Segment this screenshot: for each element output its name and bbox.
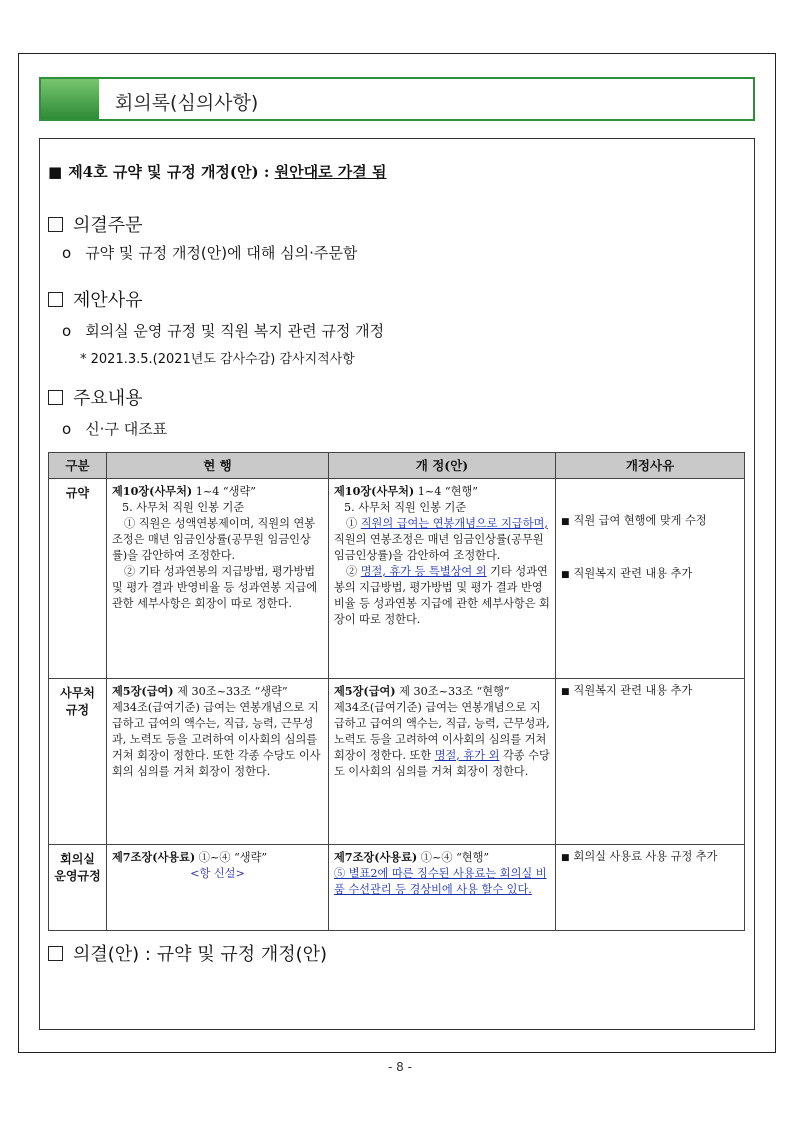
square-bullet-icon: ■ xyxy=(561,570,570,580)
checkbox-square-icon xyxy=(48,946,63,961)
resolution-bullet: o 규약 및 규정 개정(안)에 대해 심의·주문함 xyxy=(62,244,358,262)
section-main-heading: 주요내용 xyxy=(48,384,143,410)
table-row xyxy=(49,479,745,679)
agenda-item: 제4호 규약 및 규정 개정(안) : xyxy=(68,163,275,181)
comparison-table xyxy=(48,452,745,931)
agenda-result: 원안대로 가결 됨 xyxy=(274,163,387,181)
row-category: 회의실 운영규정 xyxy=(49,845,107,931)
title-bar xyxy=(39,77,755,121)
revision-highlight: ⑤ 별표2에 따른 징수된 사용료는 회의실 비품 수선관리 등 경상비에 사용 할수 있다. xyxy=(334,867,547,896)
agenda-line xyxy=(48,161,386,182)
row-category: 규약 xyxy=(49,479,107,679)
table-row xyxy=(49,845,745,931)
page-number: - 8 - xyxy=(388,1060,412,1074)
section-resolution-heading: 의결주문 xyxy=(48,211,143,237)
bullet-circle-icon: o xyxy=(62,244,72,262)
col-header-current: 현 행 xyxy=(107,453,329,479)
row-current: 제10장(사무처) 1~4 “생략” 5. 사무처 직원 인봉 기준 ① 직원은 성액연봉제이며, 직원의 연봉조정은 매년 임금인상률(공무원 임금인상률)을 감안하여 조정한다. ② 기타 성과연봉의 지급방법, 평가방법 및 평가 결과 반영비율 등 성과연봉 지급에 관한 세부사항은 회장이 따로 정한다. xyxy=(107,479,329,679)
row-current: 제7조장(사용료) ①~④ “생략” <항 신설> xyxy=(107,845,329,931)
revision-highlight: 명절, 휴가 외 xyxy=(434,749,500,762)
square-bullet-icon: ■ xyxy=(561,853,570,863)
checkbox-square-icon xyxy=(48,390,63,405)
reason-note: * 2021.3.5.(2021년도 감사수감) 감사지적사항 xyxy=(80,352,355,367)
revision-highlight: 명절, 휴가 등 특별상여 외 xyxy=(360,565,487,578)
bullet-circle-icon: o xyxy=(62,420,72,438)
bullet-circle-icon: o xyxy=(62,322,72,340)
main-bullet: o 신·구 대조표 xyxy=(62,420,168,438)
section-reason-heading: 제안사유 xyxy=(48,286,143,312)
revision-highlight: 직원의 급여는 연봉개념으로 지급하며, xyxy=(360,517,548,530)
row-revised: 제10장(사무처) 1~4 “현행” 5. 사무처 직원 인봉 기준 ① 직원의 급여는 연봉개념으로 지급하며, 직원의 연봉조정은 매년 임금인상률(공무원 임금인상률)을 감안하여 조정한다. ② 명절, 휴가 등 특별상여 외 기타 성과연봉의 지급방법, 평가방법 및 평가 결과 반영비율 등 성과연봉 지급에 관한 세부사항은 회장이 따로 정한다. xyxy=(329,479,556,679)
reason-bullet: o 회의실 운영 규정 및 직원 복지 관련 규정 개정 xyxy=(62,322,385,340)
col-header-revised: 개 정(안) xyxy=(329,453,556,479)
title-accent-tab xyxy=(41,79,99,119)
row-current: 제5장(급여) 제 30조~33조 “생략” 제34조(급여기준) 급여는 연봉개념으로 지급하고 급여의 액수는, 직급, 능력, 근무성과, 노력도 등을 고려하여 이사회의 심의를 거쳐 회장이 정한다. 또한 각종 수당도 이사회의 심의를 거쳐 회장이 정한다. xyxy=(107,679,329,845)
row-revised: 제5장(급여) 제 30조~33조 “현행” 제34조(급여기준) 급여는 연봉개념으로 지급하고 급여의 액수는, 직급, 능력, 근무성과, 노력도 등을 고려하여 이사회의 심의를 거쳐 회장이 정한다. 또한 명절, 휴가 외 각종 수당도 이사회의 심의를 거쳐 회장이 정한다. xyxy=(329,679,556,845)
checkbox-square-icon xyxy=(48,292,63,307)
page-title: 회의록(심의사항) xyxy=(115,92,259,114)
table-header-row xyxy=(49,453,745,479)
square-bullet-icon: ■ xyxy=(561,517,570,527)
row-revised: 제7조장(사용료) ①~④ “현행” ⑤ 별표2에 따른 징수된 사용료는 회의실 비품 수선관리 등 경상비에 사용 할수 있다. xyxy=(329,845,556,931)
checkbox-square-icon xyxy=(48,217,63,232)
col-header-category: 구분 xyxy=(49,453,107,479)
col-header-reason: 개정사유 xyxy=(556,453,745,479)
row-reason: ■ 직원복지 관련 내용 추가 xyxy=(556,679,745,845)
agenda-marker: ■ xyxy=(48,163,63,181)
table-row xyxy=(49,679,745,845)
row-reason: ■ 직원 급여 현행에 맞게 수정 ■ 직원복지 관련 내용 추가 xyxy=(556,479,745,679)
final-resolution-heading: 의결(안) : 규약 및 규정 개정(안) xyxy=(48,940,327,966)
row-category: 사무처 규정 xyxy=(49,679,107,845)
row-reason: ■ 회의실 사용료 사용 규정 추가 xyxy=(556,845,745,931)
square-bullet-icon: ■ xyxy=(561,687,570,697)
